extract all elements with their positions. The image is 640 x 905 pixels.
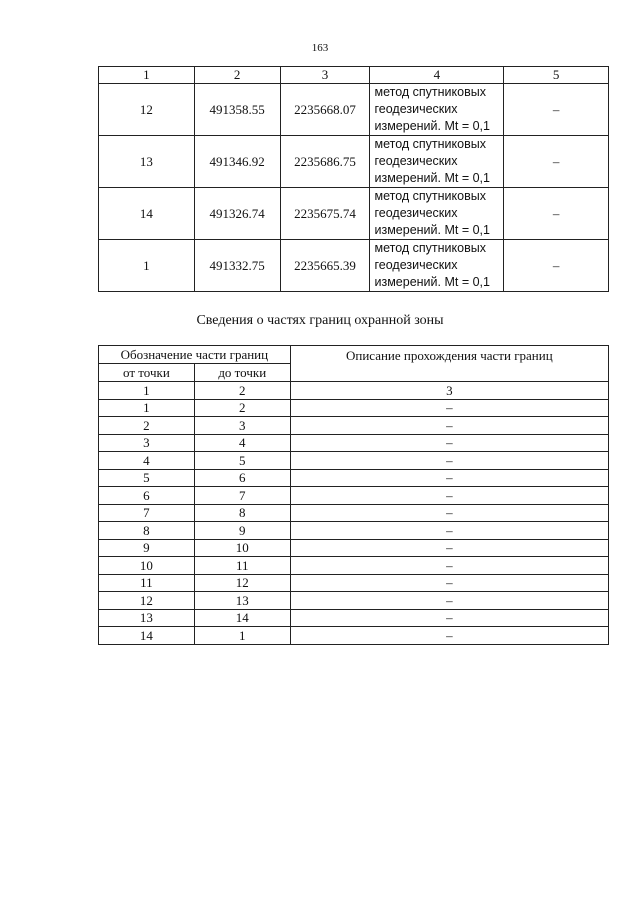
method-cell <box>370 240 504 292</box>
description-cell: – <box>290 592 608 610</box>
to-point-cell: 6 <box>194 469 290 487</box>
description-cell: – <box>290 627 608 645</box>
description-cell: – <box>290 417 608 435</box>
description-cell: – <box>290 434 608 452</box>
from-point-cell: 7 <box>99 504 195 522</box>
point-cell: 12 <box>99 84 195 136</box>
to-point-cell: 2 <box>194 399 290 417</box>
method-line: метод спутниковых <box>374 189 486 203</box>
y-coordinate-cell: 2235686.75 <box>280 136 370 188</box>
page-number: 163 <box>311 42 329 54</box>
from-point-cell: 13 <box>99 609 195 627</box>
method-cell <box>370 84 504 136</box>
to-point-cell: 10 <box>194 539 290 557</box>
description-cell: – <box>290 452 608 470</box>
table-row <box>99 84 609 136</box>
x-coordinate-cell: 491358.55 <box>194 84 280 136</box>
column-header: 5 <box>504 67 609 84</box>
column-header: 3 <box>280 67 370 84</box>
to-point-cell: 1 <box>194 627 290 645</box>
to-point-cell: 9 <box>194 522 290 540</box>
from-point-cell: 11 <box>99 574 195 592</box>
column-number: 1 <box>99 382 195 400</box>
note-cell: – <box>504 136 609 188</box>
section-title: Сведения о частях границ охранной зоны <box>196 313 444 328</box>
to-point-cell: 4 <box>194 434 290 452</box>
table-row <box>99 136 609 188</box>
header-to-point: до точки <box>194 364 290 382</box>
header-boundary-description: Описание прохождения части границ <box>290 346 608 382</box>
description-cell: – <box>290 574 608 592</box>
method-line: геодезических <box>374 206 458 220</box>
method-line: измерений. Mt = 0,1 <box>374 119 490 133</box>
to-point-cell: 3 <box>194 417 290 435</box>
x-coordinate-cell: 491332.75 <box>194 240 280 292</box>
table-row <box>99 557 609 575</box>
table-row <box>99 627 609 645</box>
header-from-point: от точки <box>99 364 195 382</box>
note-cell: – <box>504 84 609 136</box>
y-coordinate-cell: 2235668.07 <box>280 84 370 136</box>
method-line: метод спутниковых <box>374 241 486 255</box>
table-row <box>99 522 609 540</box>
from-point-cell: 9 <box>99 539 195 557</box>
method-line: геодезических <box>374 258 458 272</box>
table-row <box>99 469 609 487</box>
method-line: метод спутниковых <box>374 137 486 151</box>
description-cell: – <box>290 504 608 522</box>
parts-numbering-row <box>99 382 609 400</box>
point-cell: 13 <box>99 136 195 188</box>
method-line: метод спутниковых <box>374 85 486 99</box>
column-header: 1 <box>99 67 195 84</box>
y-coordinate-cell: 2235675.74 <box>280 188 370 240</box>
table-row <box>99 487 609 505</box>
column-header: 4 <box>370 67 504 84</box>
coordinates-table <box>98 66 609 292</box>
description-cell: – <box>290 557 608 575</box>
parts-header-row <box>99 346 609 364</box>
table-row <box>99 434 609 452</box>
to-point-cell: 5 <box>194 452 290 470</box>
table-row <box>99 452 609 470</box>
table-row <box>99 592 609 610</box>
from-point-cell: 14 <box>99 627 195 645</box>
point-cell: 1 <box>99 240 195 292</box>
table-row <box>99 188 609 240</box>
method-cell <box>370 136 504 188</box>
to-point-cell: 7 <box>194 487 290 505</box>
description-cell: – <box>290 487 608 505</box>
column-number: 3 <box>290 382 608 400</box>
column-number: 2 <box>194 382 290 400</box>
from-point-cell: 4 <box>99 452 195 470</box>
description-cell: – <box>290 469 608 487</box>
table-row <box>99 417 609 435</box>
to-point-cell: 8 <box>194 504 290 522</box>
y-coordinate-cell: 2235665.39 <box>280 240 370 292</box>
method-line: геодезических <box>374 154 458 168</box>
to-point-cell: 13 <box>194 592 290 610</box>
from-point-cell: 1 <box>99 399 195 417</box>
table-row <box>99 539 609 557</box>
table-row <box>99 609 609 627</box>
column-header: 2 <box>194 67 280 84</box>
boundary-parts-table <box>98 345 609 645</box>
method-line: измерений. Mt = 0,1 <box>374 275 490 289</box>
table-row <box>99 574 609 592</box>
method-line: измерений. Mt = 0,1 <box>374 171 490 185</box>
note-cell: – <box>504 188 609 240</box>
to-point-cell: 11 <box>194 557 290 575</box>
to-point-cell: 12 <box>194 574 290 592</box>
from-point-cell: 10 <box>99 557 195 575</box>
from-point-cell: 3 <box>99 434 195 452</box>
coordinates-header-row <box>99 67 609 84</box>
from-point-cell: 5 <box>99 469 195 487</box>
description-cell: – <box>290 399 608 417</box>
description-cell: – <box>290 539 608 557</box>
to-point-cell: 14 <box>194 609 290 627</box>
description-cell: – <box>290 522 608 540</box>
note-cell: – <box>504 240 609 292</box>
description-cell: – <box>290 609 608 627</box>
from-point-cell: 2 <box>99 417 195 435</box>
method-line: измерений. Mt = 0,1 <box>374 223 490 237</box>
from-point-cell: 12 <box>99 592 195 610</box>
table-row <box>99 504 609 522</box>
method-line: геодезических <box>374 102 458 116</box>
method-cell <box>370 188 504 240</box>
header-boundary-designation: Обозначение части границ <box>99 346 291 364</box>
table-row <box>99 399 609 417</box>
x-coordinate-cell: 491346.92 <box>194 136 280 188</box>
table-row <box>99 240 609 292</box>
point-cell: 14 <box>99 188 195 240</box>
x-coordinate-cell: 491326.74 <box>194 188 280 240</box>
from-point-cell: 6 <box>99 487 195 505</box>
from-point-cell: 8 <box>99 522 195 540</box>
